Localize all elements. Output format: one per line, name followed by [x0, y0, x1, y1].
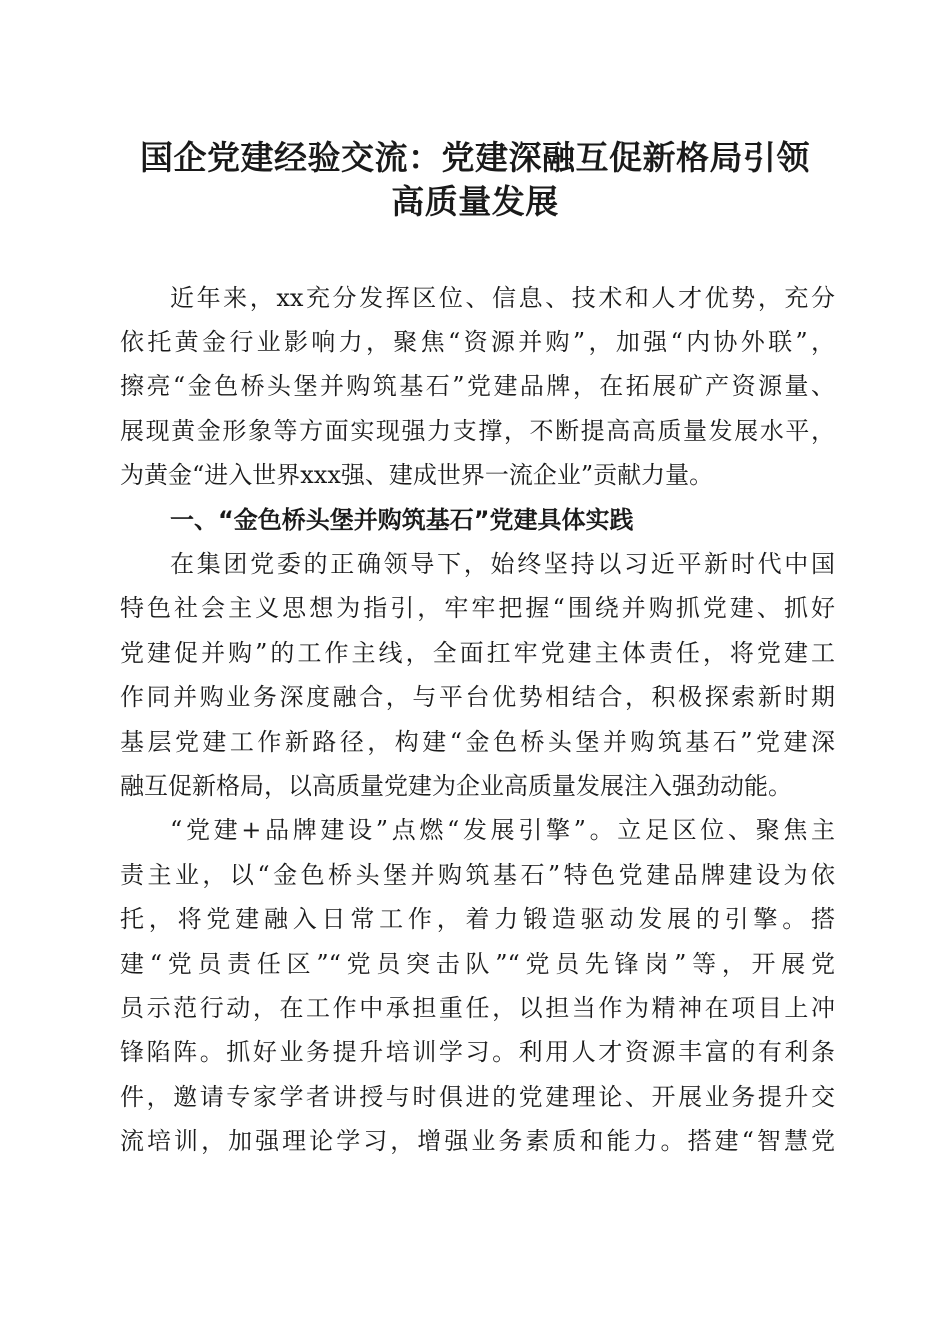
- paragraph-line: 锋陷阵。抓好业务提升培训学习。利用人才资源丰富的有利条: [120, 1038, 835, 1066]
- paragraph-line: 擦亮“金色桥头堡并购筑基石”党建品牌，在拓展矿产资源量、: [120, 372, 835, 400]
- paragraph-line: 基层党建工作新路径，构建“金色桥头堡并购筑基石”党建深: [120, 728, 835, 756]
- paragraph-line: 责主业，以“金色桥头堡并购筑基石”特色党建品牌建设为依: [120, 861, 835, 889]
- paragraph-line: 党建促并购”的工作主线，全面扛牢党建主体责任，将党建工: [120, 639, 835, 667]
- paragraph-line: 托，将党建融入日常工作，着力锻造驱动发展的引擎。搭: [120, 905, 835, 933]
- paragraph-line: 展现黄金形象等方面实现强力支撑，不断提高高质量发展水平，: [120, 417, 835, 445]
- paragraph-line: 作同并购业务深度融合，与平台优势相结合，积极探索新时期: [120, 683, 835, 711]
- paragraph-line: 员示范行动，在工作中承担重任，以担当作为精神在项目上冲: [120, 994, 835, 1022]
- section-heading: 一、“金色桥头堡并购筑基石”党建具体实践: [170, 506, 634, 534]
- paragraph-line: 依托黄金行业影响力，聚焦“资源并购”，加强“内协外联”，: [120, 328, 835, 356]
- paragraph-line: 流培训，加强理论学习，增强业务素质和能力。搭建“智慧党: [120, 1127, 835, 1155]
- paragraph-line: 近年来，xx充分发挥区位、信息、技术和人才优势，充分: [170, 284, 835, 312]
- paragraph-line: 建“党员责任区”“党员突击队”“党员先锋岗”等，开展党: [120, 950, 835, 978]
- paragraph-line: 为黄金“进入世界xxx强、建成世界一流企业”贡献力量。: [120, 461, 714, 489]
- document-title-line-2: 高质量发展: [391, 182, 559, 221]
- paragraph-line: 特色社会主义思想为指引，牢牢把握“围绕并购抓党建、抓好: [120, 594, 835, 622]
- paragraph-line: 在集团党委的正确领导下，始终坚持以习近平新时代中国: [170, 550, 835, 578]
- paragraph-line: “党建+品牌建设”点燃“发展引擎”。立足区位、聚焦主: [170, 816, 835, 844]
- paragraph-line: 融互促新格局，以高质量党建为企业高质量发展注入强劲动能。: [120, 772, 792, 800]
- document-title-line-1: 国企党建经验交流：党建深融互促新格局引领: [140, 138, 810, 177]
- paragraph-line: 件，邀请专家学者讲授与时俱进的党建理论、开展业务提升交: [120, 1083, 835, 1111]
